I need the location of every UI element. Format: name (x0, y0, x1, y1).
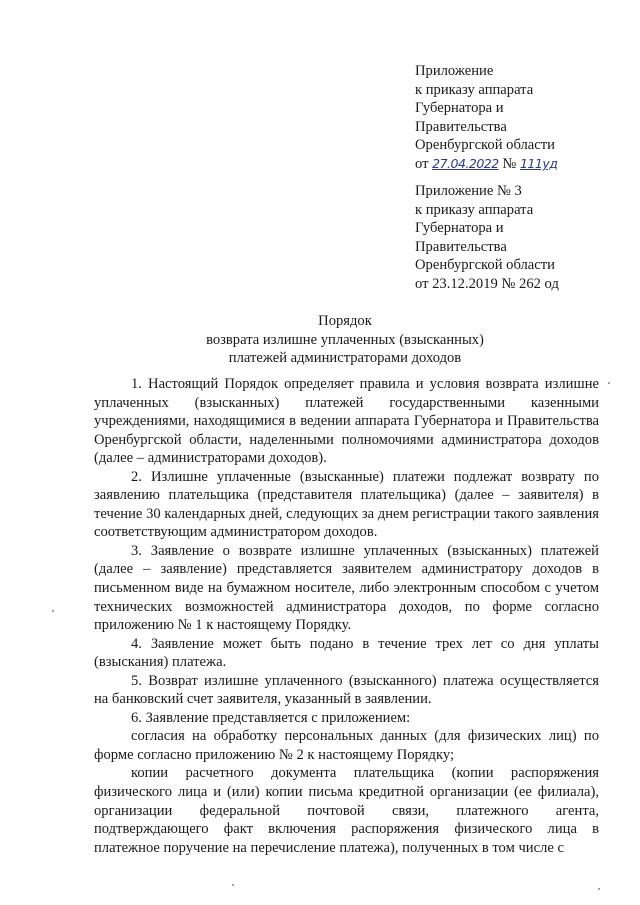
handwritten-number: 111уд (519, 155, 558, 171)
scan-speck (52, 610, 54, 612)
paragraph: 2. Излишне уплаченные (взысканные) платежи подлежат возврату по заявлению плательщика (представителя плательщика) (далее – заявителя) в течение 30 календарных дней, следующих за днем регистрации такого заявления соответствующим администратором доходов. (94, 468, 599, 541)
appendix-line: Приложение (415, 63, 494, 79)
paragraph: 6. Заявление представляется с приложением: (131, 709, 411, 726)
number-label: № (502, 155, 517, 172)
appendix-line: к приказу аппарата (415, 201, 534, 218)
scan-speck (608, 382, 610, 384)
appendix-line: Губернатора и (415, 220, 504, 237)
appendix-line: Оренбургской области (415, 257, 555, 274)
scan-speck (598, 888, 600, 890)
document-title (60, 312, 630, 368)
paragraph: согласия на обработку персональных данных (для физических лиц) по форме согласно приложению № 2 к настоящему Порядку; (94, 728, 599, 763)
appendix-line: к приказу аппарата (415, 81, 534, 98)
appendix-header-2 (415, 182, 625, 294)
from-label: от (415, 155, 429, 172)
appendix-line: Правительства (415, 118, 507, 135)
document-body (94, 375, 599, 857)
appendix-line: Оренбургской области (415, 137, 555, 154)
appendix-header-1 (415, 62, 625, 174)
paragraph: копии расчетного документа плательщика (копии распоряжения физического лица и (или) копии письма кредитной организации (ее филиала), организации федеральной почтовой связи, платежного агента, подтверждающего факт включения распоряжения физического лица в платежное поручение на перечисление платежа), полученных в том числе с (94, 765, 599, 856)
appendix-date-line (415, 155, 625, 174)
appendix-line: Приложение № 3 (415, 183, 522, 199)
appendix-line: от 23.12.2019 № 262 од (415, 275, 559, 292)
paragraph: 3. Заявление о возврате излишне уплаченных (взысканных) платежей (далее – заявление) представляется заявителем администратору доходов в письменном виде на бумажном носителе, либо электронным способом с учетом технических возможностей администратора доходов, по форме согласно приложению № 1 к настоящему Порядку. (94, 542, 599, 634)
appendix-line: Губернатора и (415, 100, 504, 117)
handwritten-date: 27.04.2022 (432, 155, 499, 171)
appendix-line: Правительства (415, 238, 507, 255)
paragraph: 4. Заявление может быть подано в течение трех лет со дня уплаты (взыскания) платежа. (94, 635, 599, 671)
paragraph: 1. Настоящий Порядок определяет правила и условия возврата излишне уплаченных (взысканных) платежей государственными казенными учреждениями, находящимися в ведении аппарата Губернатора и Правительства Оренбургской области, наделенными полномочиями администратора доходов (далее – администраторами доходов). (94, 376, 599, 467)
title-line: платежей администраторами доходов (228, 350, 462, 367)
title-line: возврата излишне уплаченных (взысканных) (206, 331, 484, 348)
title-line: Порядок (318, 313, 372, 329)
scan-speck (232, 884, 234, 886)
paragraph: 5. Возврат излишне уплаченного (взысканного) платежа осуществляется на банковский счет заявителя, указанный в заявлении. (94, 672, 599, 708)
